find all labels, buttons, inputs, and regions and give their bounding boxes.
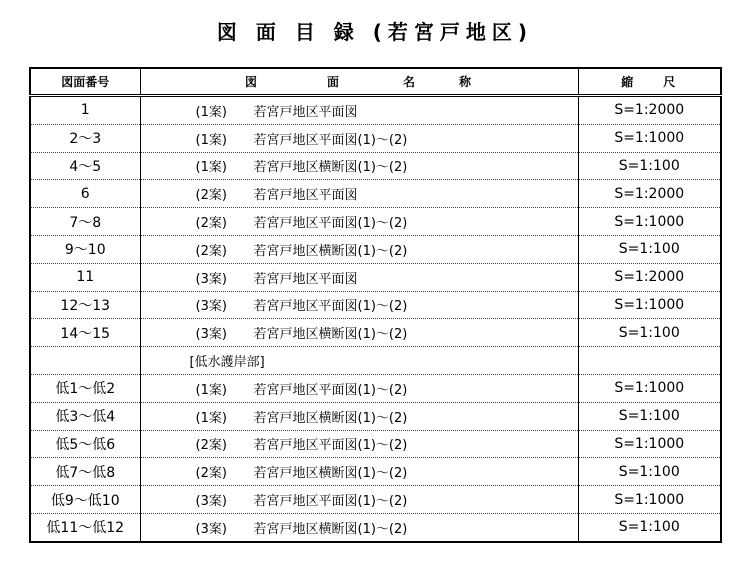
header-scale-char: 尺	[663, 75, 676, 89]
alternative-label: (1案)	[195, 160, 227, 176]
table-row	[30, 486, 721, 514]
drawing-name-cell	[140, 319, 578, 347]
drawing-name-cell	[140, 402, 578, 430]
drawing-name: 若宮戸地区平面図(1)～(2)	[253, 299, 408, 315]
drawing-number-cell	[30, 347, 140, 375]
drawing-name: 若宮戸地区平面図(1)～(2)	[253, 438, 408, 454]
drawing-index-table	[29, 67, 722, 543]
drawing-number-cell: 14～15	[30, 319, 140, 347]
drawing-name-cell: [低水護岸部]	[140, 347, 578, 375]
scale-cell: S=1:100	[578, 319, 721, 347]
header-name-char: 図	[245, 75, 258, 89]
alternative-label: (2案)	[195, 438, 227, 454]
alternative-label: (2案)	[195, 188, 227, 204]
table-row	[30, 124, 721, 152]
alternative-label: (2案)	[195, 243, 227, 259]
table-row	[30, 235, 721, 263]
drawing-number-cell: 1	[30, 96, 140, 125]
scale-cell: S=1:100	[578, 235, 721, 263]
drawing-number-cell: 11	[30, 263, 140, 291]
drawing-number-cell: 低1～低2	[30, 374, 140, 402]
drawing-name: 若宮戸地区平面図	[253, 104, 358, 120]
table-row	[30, 430, 721, 458]
alternative-label: (3案)	[195, 521, 227, 537]
drawing-name: 若宮戸地区横断図(1)～(2)	[253, 466, 408, 482]
drawing-name-cell	[140, 513, 578, 541]
drawing-name: 若宮戸地区横断図(1)～(2)	[253, 521, 408, 537]
drawing-name: 若宮戸地区横断図(1)～(2)	[253, 160, 408, 176]
drawing-number-cell: 低5～低6	[30, 430, 140, 458]
drawing-name: 若宮戸地区横断図(1)～(2)	[253, 327, 408, 343]
table-header-row	[30, 68, 721, 96]
header-scale-char: 縮	[621, 75, 634, 89]
drawing-name: 若宮戸地区平面図(1)～(2)	[253, 494, 408, 510]
table-row	[30, 319, 721, 347]
header-drawing-name	[140, 68, 578, 96]
drawing-number-cell: 12～13	[30, 291, 140, 319]
table-row	[30, 513, 721, 541]
drawing-name-cell	[140, 96, 578, 125]
alternative-label: (2案)	[195, 466, 227, 482]
drawing-number-cell: 4～5	[30, 152, 140, 180]
header-scale	[578, 68, 721, 96]
drawing-name-cell	[140, 374, 578, 402]
scale-cell: S=1:1000	[578, 374, 721, 402]
scale-cell: S=1:1000	[578, 124, 721, 152]
alternative-label: (1案)	[195, 104, 227, 120]
drawing-name: 若宮戸地区平面図	[253, 188, 358, 204]
drawing-number-cell: 9～10	[30, 235, 140, 263]
drawing-name-cell	[140, 458, 578, 486]
table-row	[30, 458, 721, 486]
scale-cell	[578, 347, 721, 375]
alternative-label: (3案)	[195, 299, 227, 315]
table-row	[30, 263, 721, 291]
drawing-name-cell	[140, 124, 578, 152]
header-name-char: 面	[327, 75, 340, 89]
table-body	[30, 96, 721, 542]
drawing-name: 若宮戸地区平面図(1)～(2)	[253, 132, 408, 148]
drawing-name-cell	[140, 263, 578, 291]
alternative-label: (1案)	[195, 410, 227, 426]
alternative-label: (2案)	[195, 216, 227, 232]
page-title: 図 面 目 録 (若宮戸地区)	[216, 20, 534, 44]
drawing-number-cell: 7～8	[30, 208, 140, 236]
alternative-label: (3案)	[195, 271, 227, 287]
scale-cell: S=1:100	[578, 513, 721, 541]
drawing-number-cell: 低7～低8	[30, 458, 140, 486]
scale-cell: S=1:2000	[578, 180, 721, 208]
table-row	[30, 96, 721, 125]
alternative-label: (1案)	[195, 382, 227, 398]
drawing-name: 若宮戸地区平面図	[253, 271, 358, 287]
drawing-number-cell: 低9～低10	[30, 486, 140, 514]
drawing-name-cell	[140, 430, 578, 458]
drawing-name-cell	[140, 291, 578, 319]
scale-cell: S=1:1000	[578, 291, 721, 319]
header-name-char: 名	[403, 75, 416, 89]
drawing-name-cell	[140, 180, 578, 208]
drawing-name-cell	[140, 486, 578, 514]
table-row	[30, 291, 721, 319]
scale-cell: S=1:100	[578, 458, 721, 486]
drawing-number-cell: 2～3	[30, 124, 140, 152]
alternative-label: (3案)	[195, 327, 227, 343]
scale-cell: S=1:1000	[578, 430, 721, 458]
drawing-number-cell: 6	[30, 180, 140, 208]
header-name-char: 称	[459, 75, 472, 89]
scale-cell: S=1:2000	[578, 96, 721, 125]
scale-cell: S=1:1000	[578, 486, 721, 514]
scale-cell: S=1:100	[578, 402, 721, 430]
drawing-name: 若宮戸地区横断図(1)～(2)	[253, 410, 408, 426]
header-drawing-number: 図面番号	[30, 68, 140, 96]
drawing-name-cell	[140, 208, 578, 236]
scale-cell: S=1:1000	[578, 208, 721, 236]
drawing-name: 若宮戸地区平面図(1)～(2)	[253, 216, 408, 232]
table-row	[30, 152, 721, 180]
drawing-name: 若宮戸地区横断図(1)～(2)	[253, 243, 408, 259]
drawing-name-cell	[140, 152, 578, 180]
drawing-number-cell: 低3～低4	[30, 402, 140, 430]
alternative-label: (1案)	[195, 132, 227, 148]
table-row	[30, 374, 721, 402]
table-row	[30, 402, 721, 430]
scale-cell: S=1:100	[578, 152, 721, 180]
scale-cell: S=1:2000	[578, 263, 721, 291]
table-row	[30, 208, 721, 236]
drawing-name-cell	[140, 235, 578, 263]
section-row	[30, 347, 721, 375]
table-row	[30, 180, 721, 208]
alternative-label: (3案)	[195, 494, 227, 510]
drawing-number-cell: 低11～低12	[30, 513, 140, 541]
drawing-name: 若宮戸地区平面図(1)～(2)	[253, 382, 408, 398]
